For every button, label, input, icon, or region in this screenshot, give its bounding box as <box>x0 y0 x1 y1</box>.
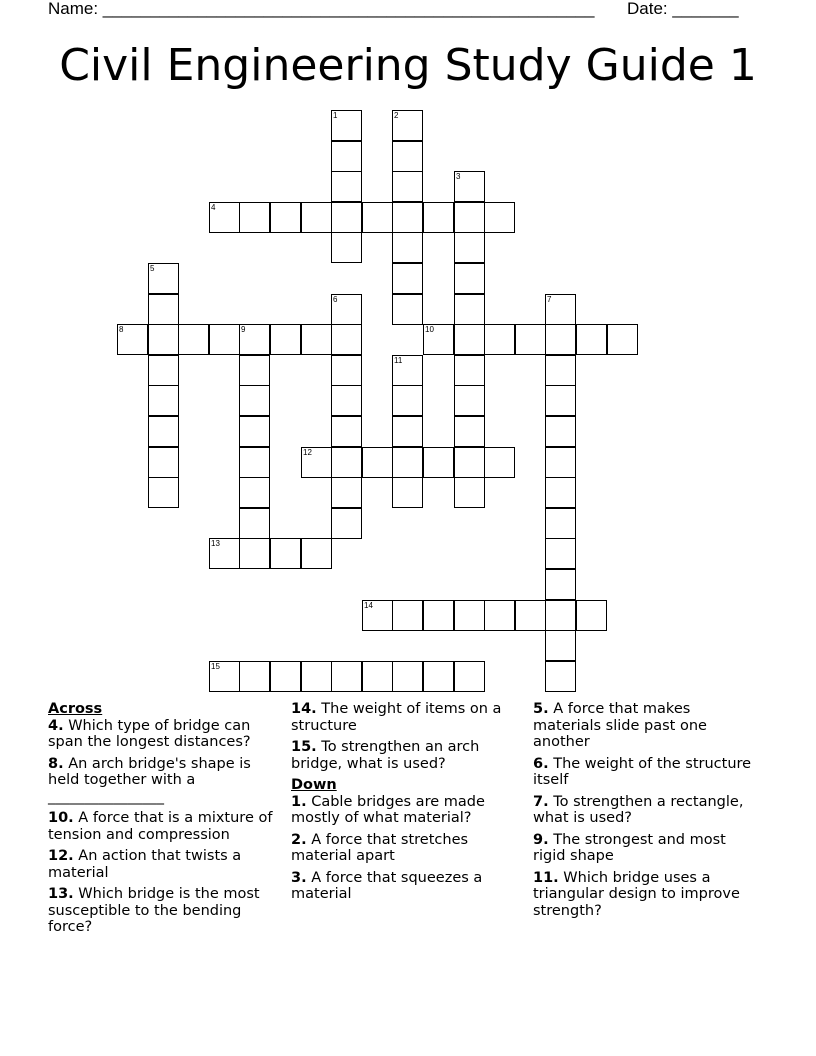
grid-cell[interactable] <box>239 416 270 447</box>
across-clue-list-continued <box>291 701 519 772</box>
clue-text: An action that twists a material <box>48 848 242 881</box>
clue-11 <box>533 870 761 920</box>
grid-cell[interactable] <box>331 141 362 172</box>
grid-cell[interactable] <box>484 324 515 355</box>
grid-cell[interactable] <box>545 447 576 478</box>
clue-number: 6. <box>533 755 549 772</box>
grid-cell[interactable] <box>148 294 179 325</box>
clue-number: 5. <box>533 701 549 717</box>
grid-cell[interactable] <box>454 477 485 508</box>
grid-cell[interactable] <box>239 385 270 416</box>
grid-cell[interactable] <box>454 355 485 386</box>
grid-cell[interactable] <box>392 416 423 447</box>
grid-cell[interactable] <box>148 477 179 508</box>
clue-10 <box>48 810 276 843</box>
grid-cell[interactable] <box>178 324 209 355</box>
grid-cell[interactable] <box>454 600 485 631</box>
grid-cell[interactable] <box>331 508 362 539</box>
clue-number: 1. <box>291 793 307 810</box>
clue-7 <box>533 794 761 827</box>
grid-cell[interactable] <box>545 294 576 325</box>
grid-cell[interactable] <box>392 171 423 202</box>
clue-1 <box>291 794 519 827</box>
grid-cell[interactable] <box>270 661 301 692</box>
clue-text: The weight of the structure itself <box>533 755 752 788</box>
grid-cell[interactable] <box>392 141 423 172</box>
grid-cell[interactable] <box>392 477 423 508</box>
clue-text: To strengthen an arch bridge, what is used? <box>291 739 480 772</box>
grid-cell[interactable] <box>209 538 240 569</box>
grid-cell[interactable] <box>454 263 485 294</box>
grid-cell[interactable] <box>515 324 546 355</box>
grid-cell[interactable] <box>239 538 270 569</box>
grid-cell[interactable] <box>423 447 454 478</box>
grid-cell[interactable] <box>392 600 423 631</box>
clue-number: 14. <box>291 701 317 717</box>
cell-number: 3 <box>456 172 461 181</box>
date-field[interactable]: Date: _______ <box>627 0 739 18</box>
grid-cell[interactable] <box>239 202 270 233</box>
clues-column-3 <box>533 701 761 919</box>
clue-13 <box>48 886 276 936</box>
grid-cell[interactable] <box>239 447 270 478</box>
grid-cell[interactable] <box>484 202 515 233</box>
grid-cell[interactable] <box>301 202 332 233</box>
across-heading: Across <box>48 701 103 717</box>
clues-column-1 <box>48 701 276 936</box>
grid-cell[interactable] <box>576 600 607 631</box>
clue-text: Cable bridges are made mostly of what material? <box>291 793 485 826</box>
clue-6 <box>533 756 761 789</box>
cell-number: 12 <box>303 448 312 457</box>
down-clue-list <box>291 794 519 903</box>
grid-cell[interactable] <box>117 324 148 355</box>
grid-cell[interactable] <box>392 263 423 294</box>
grid-cell[interactable] <box>545 508 576 539</box>
grid-cell[interactable] <box>545 661 576 692</box>
cell-number: 7 <box>547 295 552 304</box>
grid-cell[interactable] <box>331 294 362 325</box>
grid-cell[interactable] <box>515 600 546 631</box>
grid-cell[interactable] <box>331 477 362 508</box>
grid-cell[interactable] <box>331 171 362 202</box>
grid-cell[interactable] <box>454 171 485 202</box>
grid-cell[interactable] <box>454 324 485 355</box>
cell-number: 11 <box>394 356 403 365</box>
clue-number: 3. <box>291 869 307 886</box>
grid-cell[interactable] <box>392 661 423 692</box>
cell-number: 4 <box>211 203 216 212</box>
clue-text: A force that is a mixture of tension and compression <box>48 810 273 843</box>
clue-9 <box>533 832 761 865</box>
clue-number: 15. <box>291 739 317 755</box>
grid-cell[interactable] <box>331 110 362 141</box>
grid-cell[interactable] <box>454 202 485 233</box>
across-clue-list <box>48 718 276 936</box>
cell-number: 8 <box>119 325 124 334</box>
grid-cell[interactable] <box>239 661 270 692</box>
grid-cell[interactable] <box>270 202 301 233</box>
grid-cell[interactable] <box>301 538 332 569</box>
clue-number: 9. <box>533 831 549 848</box>
clue-number: 13. <box>48 886 74 902</box>
cell-number: 6 <box>333 295 338 304</box>
grid-cell[interactable] <box>454 416 485 447</box>
grid-cell[interactable] <box>301 661 332 692</box>
grid-cell[interactable] <box>362 600 393 631</box>
grid-cell[interactable] <box>209 661 240 692</box>
clue-number: 11. <box>533 869 559 886</box>
cell-number: 14 <box>364 601 373 610</box>
grid-cell[interactable] <box>209 324 240 355</box>
clue-text: A force that stretches material apart <box>291 831 469 864</box>
grid-cell[interactable] <box>545 324 576 355</box>
grid-cell[interactable] <box>454 294 485 325</box>
grid-cell[interactable] <box>454 661 485 692</box>
grid-cell[interactable] <box>331 661 362 692</box>
grid-cell[interactable] <box>331 232 362 263</box>
grid-cell[interactable] <box>331 385 362 416</box>
clue-number: 2. <box>291 831 307 848</box>
clue-text: Which bridge is the most susceptible to the bending force? <box>48 886 260 935</box>
grid-cell[interactable] <box>423 661 454 692</box>
grid-cell[interactable] <box>239 508 270 539</box>
grid-cell[interactable] <box>148 385 179 416</box>
cell-number: 15 <box>211 662 220 671</box>
grid-cell[interactable] <box>545 477 576 508</box>
grid-cell[interactable] <box>331 202 362 233</box>
grid-cell[interactable] <box>239 324 270 355</box>
grid-cell[interactable] <box>148 324 179 355</box>
clue-number: 7. <box>533 793 549 810</box>
clue-number: 4. <box>48 717 64 734</box>
clue-2 <box>291 832 519 865</box>
grid-cell[interactable] <box>392 202 423 233</box>
clue-5 <box>533 701 761 751</box>
cell-number: 13 <box>211 539 220 548</box>
clue-text: The weight of items on a structure <box>291 701 502 734</box>
grid-cell[interactable] <box>331 355 362 386</box>
grid-cell[interactable] <box>423 324 454 355</box>
cell-number: 1 <box>333 111 338 120</box>
grid-cell[interactable] <box>484 447 515 478</box>
down-heading: Down <box>291 777 337 793</box>
down-clue-list-continued <box>533 701 761 919</box>
grid-cell[interactable] <box>362 447 393 478</box>
grid-cell[interactable] <box>270 538 301 569</box>
grid-cell[interactable] <box>239 355 270 386</box>
grid-cell[interactable] <box>576 324 607 355</box>
grid-cell[interactable] <box>545 416 576 447</box>
grid-cell[interactable] <box>301 447 332 478</box>
grid-cell[interactable] <box>454 385 485 416</box>
grid-cell[interactable] <box>545 355 576 386</box>
clue-text: A force that squeezes a material <box>291 869 483 902</box>
page-title: Civil Engineering Study Guide 1 <box>59 40 757 91</box>
name-field[interactable]: Name: ____________________________________________________ <box>48 0 595 18</box>
clue-8 <box>48 756 276 806</box>
grid-cell[interactable] <box>239 477 270 508</box>
clue-text: Which bridge uses a triangular design to improve strength? <box>533 869 740 919</box>
clue-12 <box>48 848 276 881</box>
clue-3 <box>291 870 519 903</box>
grid-cell[interactable] <box>423 600 454 631</box>
grid-cell[interactable] <box>148 263 179 294</box>
grid-cell[interactable] <box>392 355 423 386</box>
grid-cell[interactable] <box>148 447 179 478</box>
clue-text: The strongest and most rigid shape <box>533 831 726 864</box>
grid-cell[interactable] <box>392 385 423 416</box>
clue-4 <box>48 718 276 751</box>
grid-cell[interactable] <box>331 447 362 478</box>
grid-cell[interactable] <box>392 447 423 478</box>
cell-number: 5 <box>150 264 155 273</box>
clue-text: To strengthen a rectangle, what is used? <box>533 793 744 826</box>
grid-cell[interactable] <box>362 202 393 233</box>
grid-cell[interactable] <box>545 569 576 600</box>
grid-cell[interactable] <box>392 110 423 141</box>
grid-cell[interactable] <box>209 202 240 233</box>
clue-text: An arch bridge's shape is held together with a ________________ <box>48 755 251 805</box>
grid-cell[interactable] <box>545 600 576 631</box>
clues-column-2 <box>291 701 519 903</box>
cell-number: 9 <box>241 325 246 334</box>
grid-cell[interactable] <box>301 324 332 355</box>
grid-cell[interactable] <box>423 202 454 233</box>
grid-cell[interactable] <box>392 294 423 325</box>
grid-cell[interactable] <box>454 447 485 478</box>
clue-14 <box>291 701 519 734</box>
grid-cell[interactable] <box>545 630 576 661</box>
grid-cell[interactable] <box>392 232 423 263</box>
cell-number: 2 <box>394 111 399 120</box>
grid-cell[interactable] <box>484 600 515 631</box>
grid-cell[interactable] <box>545 538 576 569</box>
clue-number: 12. <box>48 848 74 864</box>
grid-cell[interactable] <box>148 416 179 447</box>
grid-cell[interactable] <box>148 355 179 386</box>
clue-text: Which type of bridge can span the longest distances? <box>48 717 251 750</box>
grid-cell[interactable] <box>454 232 485 263</box>
grid-cell[interactable] <box>607 324 638 355</box>
grid-cell[interactable] <box>362 661 393 692</box>
clue-15 <box>291 739 519 772</box>
grid-cell[interactable] <box>331 324 362 355</box>
grid-cell[interactable] <box>270 324 301 355</box>
clue-text: A force that makes materials slide past one another <box>533 701 707 750</box>
grid-cell[interactable] <box>545 385 576 416</box>
clue-number: 8. <box>48 755 64 772</box>
cell-number: 10 <box>425 325 434 334</box>
clue-number: 10. <box>48 810 74 826</box>
grid-cell[interactable] <box>331 416 362 447</box>
